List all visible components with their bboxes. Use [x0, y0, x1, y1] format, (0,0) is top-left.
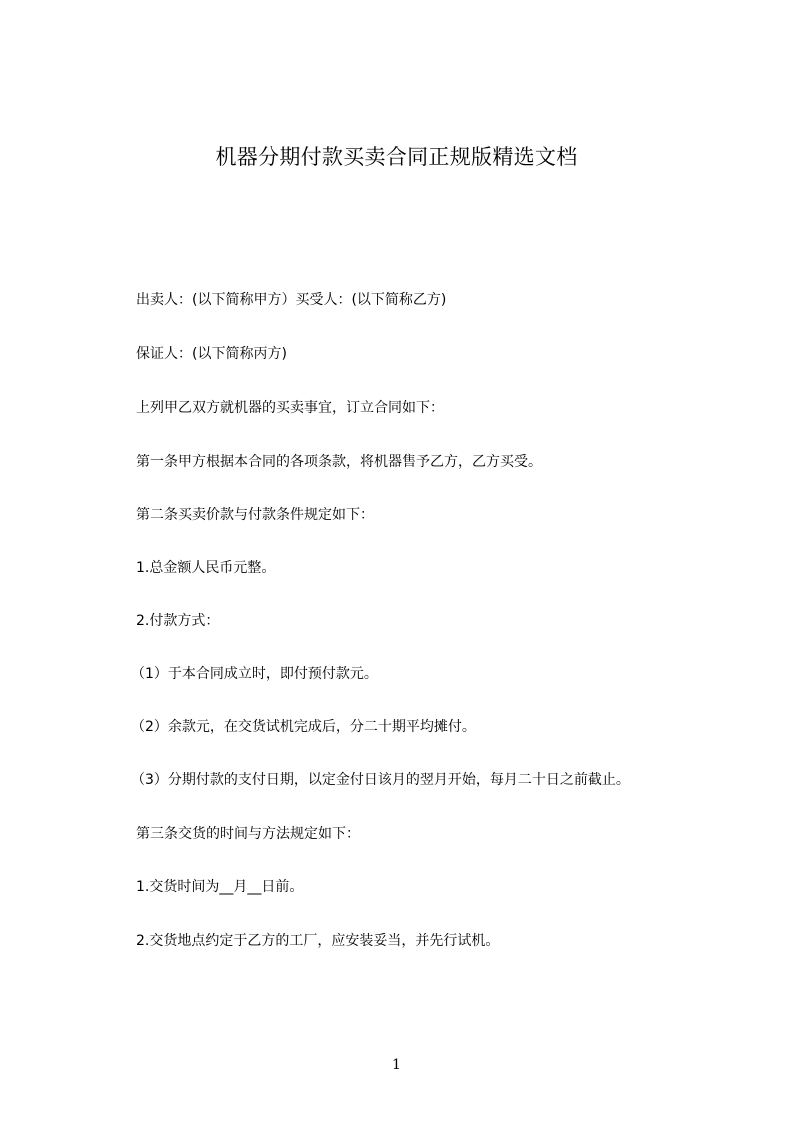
paragraph-payment-item-3: （3）分期付款的支付日期，以定金付日该月的翌月开始，每月二十日之前截止。 — [131, 772, 630, 788]
paragraph-preamble: 上列甲乙双方就机器的买卖事宜，订立合同如下： — [136, 400, 444, 416]
paragraph-delivery-time: 1.交货时间为__月__日前。 — [136, 879, 304, 895]
paragraph-parties: 出卖人：(以下简称甲方）买受人：(以下简称乙方) — [136, 292, 447, 308]
document-title: 机器分期付款买卖合同正规版精选文档 — [215, 145, 578, 169]
paragraph-delivery-place: 2.交货地点约定于乙方的工厂，应安装妥当，并先行试机。 — [136, 933, 500, 949]
paragraph-total-amount: 1.总金额人民币元整。 — [136, 560, 276, 576]
paragraph-payment-method: 2.付款方式： — [136, 613, 220, 629]
paragraph-payment-item-1: （1）于本合同成立时，即付预付款元。 — [131, 666, 378, 682]
paragraph-guarantor: 保证人：(以下简称丙方) — [136, 346, 287, 362]
paragraph-article-2: 第二条买卖价款与付款条件规定如下： — [136, 507, 374, 523]
paragraph-payment-item-2: （2）余款元，在交货试机完成后，分二十期平均摊付。 — [131, 719, 476, 735]
page-number: 1 — [392, 1057, 401, 1073]
paragraph-article-1: 第一条甲方根据本合同的各项条款，将机器售予乙方，乙方买受。 — [136, 454, 542, 470]
paragraph-article-3: 第三条交货的时间与方法规定如下： — [136, 826, 360, 842]
